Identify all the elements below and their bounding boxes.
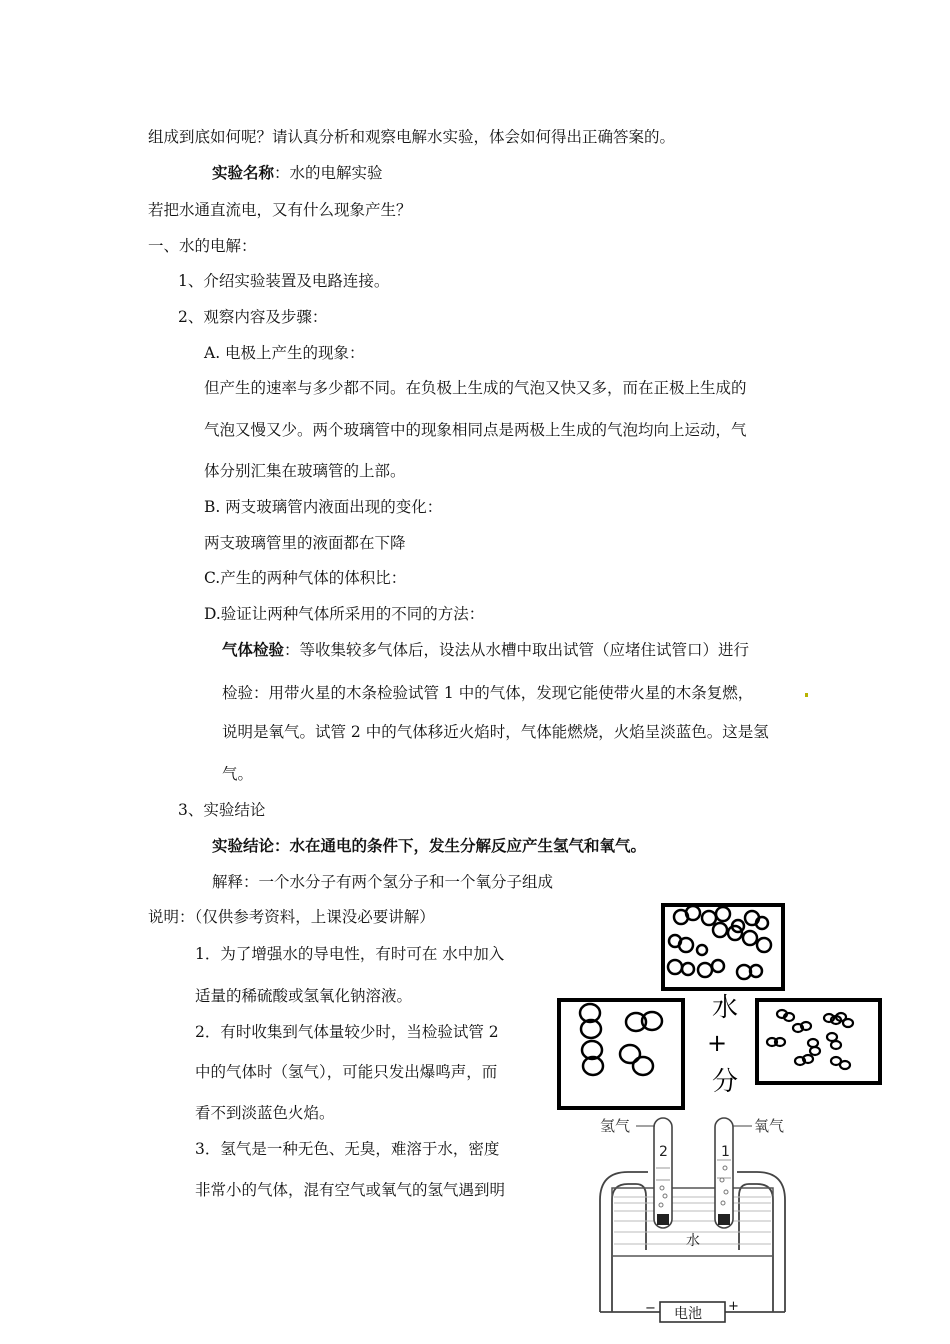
label-water: 水 xyxy=(686,1233,700,1249)
label-oxygen: 氧气 xyxy=(754,1117,785,1135)
right-outer-wire xyxy=(737,1172,785,1312)
text-line: B. 两支玻璃管内液面出现的变化： xyxy=(204,498,443,516)
section-heading: 一、水的电解： xyxy=(148,237,257,255)
conclusion: 实验结论：水在通电的条件下，发生分解反应产生氢气和氧气。 xyxy=(212,837,647,855)
text-line: 检验：用带火星的木条检验试管 1 中的气体，发现它能使带火星的木条复燃， xyxy=(222,684,754,702)
tube-oxygen xyxy=(715,1118,733,1228)
tube-number-2: 2 xyxy=(659,1144,668,1160)
battery-minus: − xyxy=(645,1301,656,1316)
text-line: 两支玻璃管里的液面都在下降 xyxy=(204,534,406,552)
text-line: 2、观察内容及步骤： xyxy=(178,308,328,326)
text-line: 但产生的速率与多少都不同。在负极上生成的气泡又快又多，而在正极上生成的 xyxy=(204,379,747,397)
text-line: 气。 xyxy=(222,765,254,783)
tube-number-1: 1 xyxy=(721,1144,730,1160)
text-line: 2．有时收集到气体量较少时，当检验试管 2 xyxy=(195,1023,499,1041)
text-line: A. 电极上产生的现象： xyxy=(204,344,365,362)
left-outer-wire xyxy=(600,1172,648,1312)
text-line: 说明是氧气。试管 2 中的气体移近火焰时，气体能燃烧，火焰呈淡蓝色。这是氢 xyxy=(222,723,769,741)
label-fen-char: 分 xyxy=(712,1067,739,1097)
experiment-name-value: ：水的电解实验 xyxy=(274,164,383,182)
text-line: 1．为了增强水的导电性，有时可在 水中加入 xyxy=(195,945,505,963)
text-line: 3．氢气是一种无色、无臭，难溶于水，密度 xyxy=(195,1140,500,1158)
gas-test-value: ：等收集较多气体后，设法从水槽中取出试管（应堵住试管口）进行 xyxy=(284,641,750,659)
label-hydrogen: 氢气 xyxy=(600,1117,631,1135)
text-line: 若把水通直流电，又有什么现象产生？ xyxy=(148,201,412,219)
text-line: 解释：一个水分子有两个氢分子和一个氧分子组成 xyxy=(212,873,554,891)
text-line: 组成到底如何呢？请认真分析和观察电解水实验，体会如何得出正确答案的。 xyxy=(148,128,676,146)
electrode-negative xyxy=(657,1214,669,1225)
label-plus-char: + xyxy=(707,1029,728,1057)
battery-label: 电池 xyxy=(674,1306,702,1322)
text-line: 看不到淡蓝色火焰。 xyxy=(195,1104,335,1122)
text-line: 气泡又慢又少。两个玻璃管中的现象相同点是两极上生成的气泡均向上运动，气 xyxy=(204,421,747,439)
text-line: 3、实验结论 xyxy=(178,801,266,819)
label-water-char: 水 xyxy=(712,993,739,1023)
text-line: D.验证让两种气体所采用的不同的方法： xyxy=(204,605,485,623)
text-line: 非常小的气体，混有空气或氧气的氢气遇到明 xyxy=(195,1181,506,1199)
text-line: 体分别汇集在玻璃管的上部。 xyxy=(204,462,406,480)
tube-hydrogen xyxy=(654,1118,672,1228)
text-line: 说明：（仅供参考资料，上课没必要讲解） xyxy=(148,908,435,926)
text-line: C.产生的两种气体的体积比： xyxy=(204,569,407,587)
text-line: 中的气体时（氢气），可能只发出爆鸣声，而 xyxy=(195,1063,498,1081)
text-line: 1、介绍实验装置及电路连接。 xyxy=(178,272,390,290)
gas-test-label: 气体检验 xyxy=(222,641,285,659)
electrode-positive xyxy=(718,1214,730,1225)
battery-plus: + xyxy=(728,1299,739,1314)
experiment-name-label: 实验名称 xyxy=(212,164,275,182)
text-line: 适量的稀硫酸或氢氧化钠溶液。 xyxy=(195,987,413,1005)
